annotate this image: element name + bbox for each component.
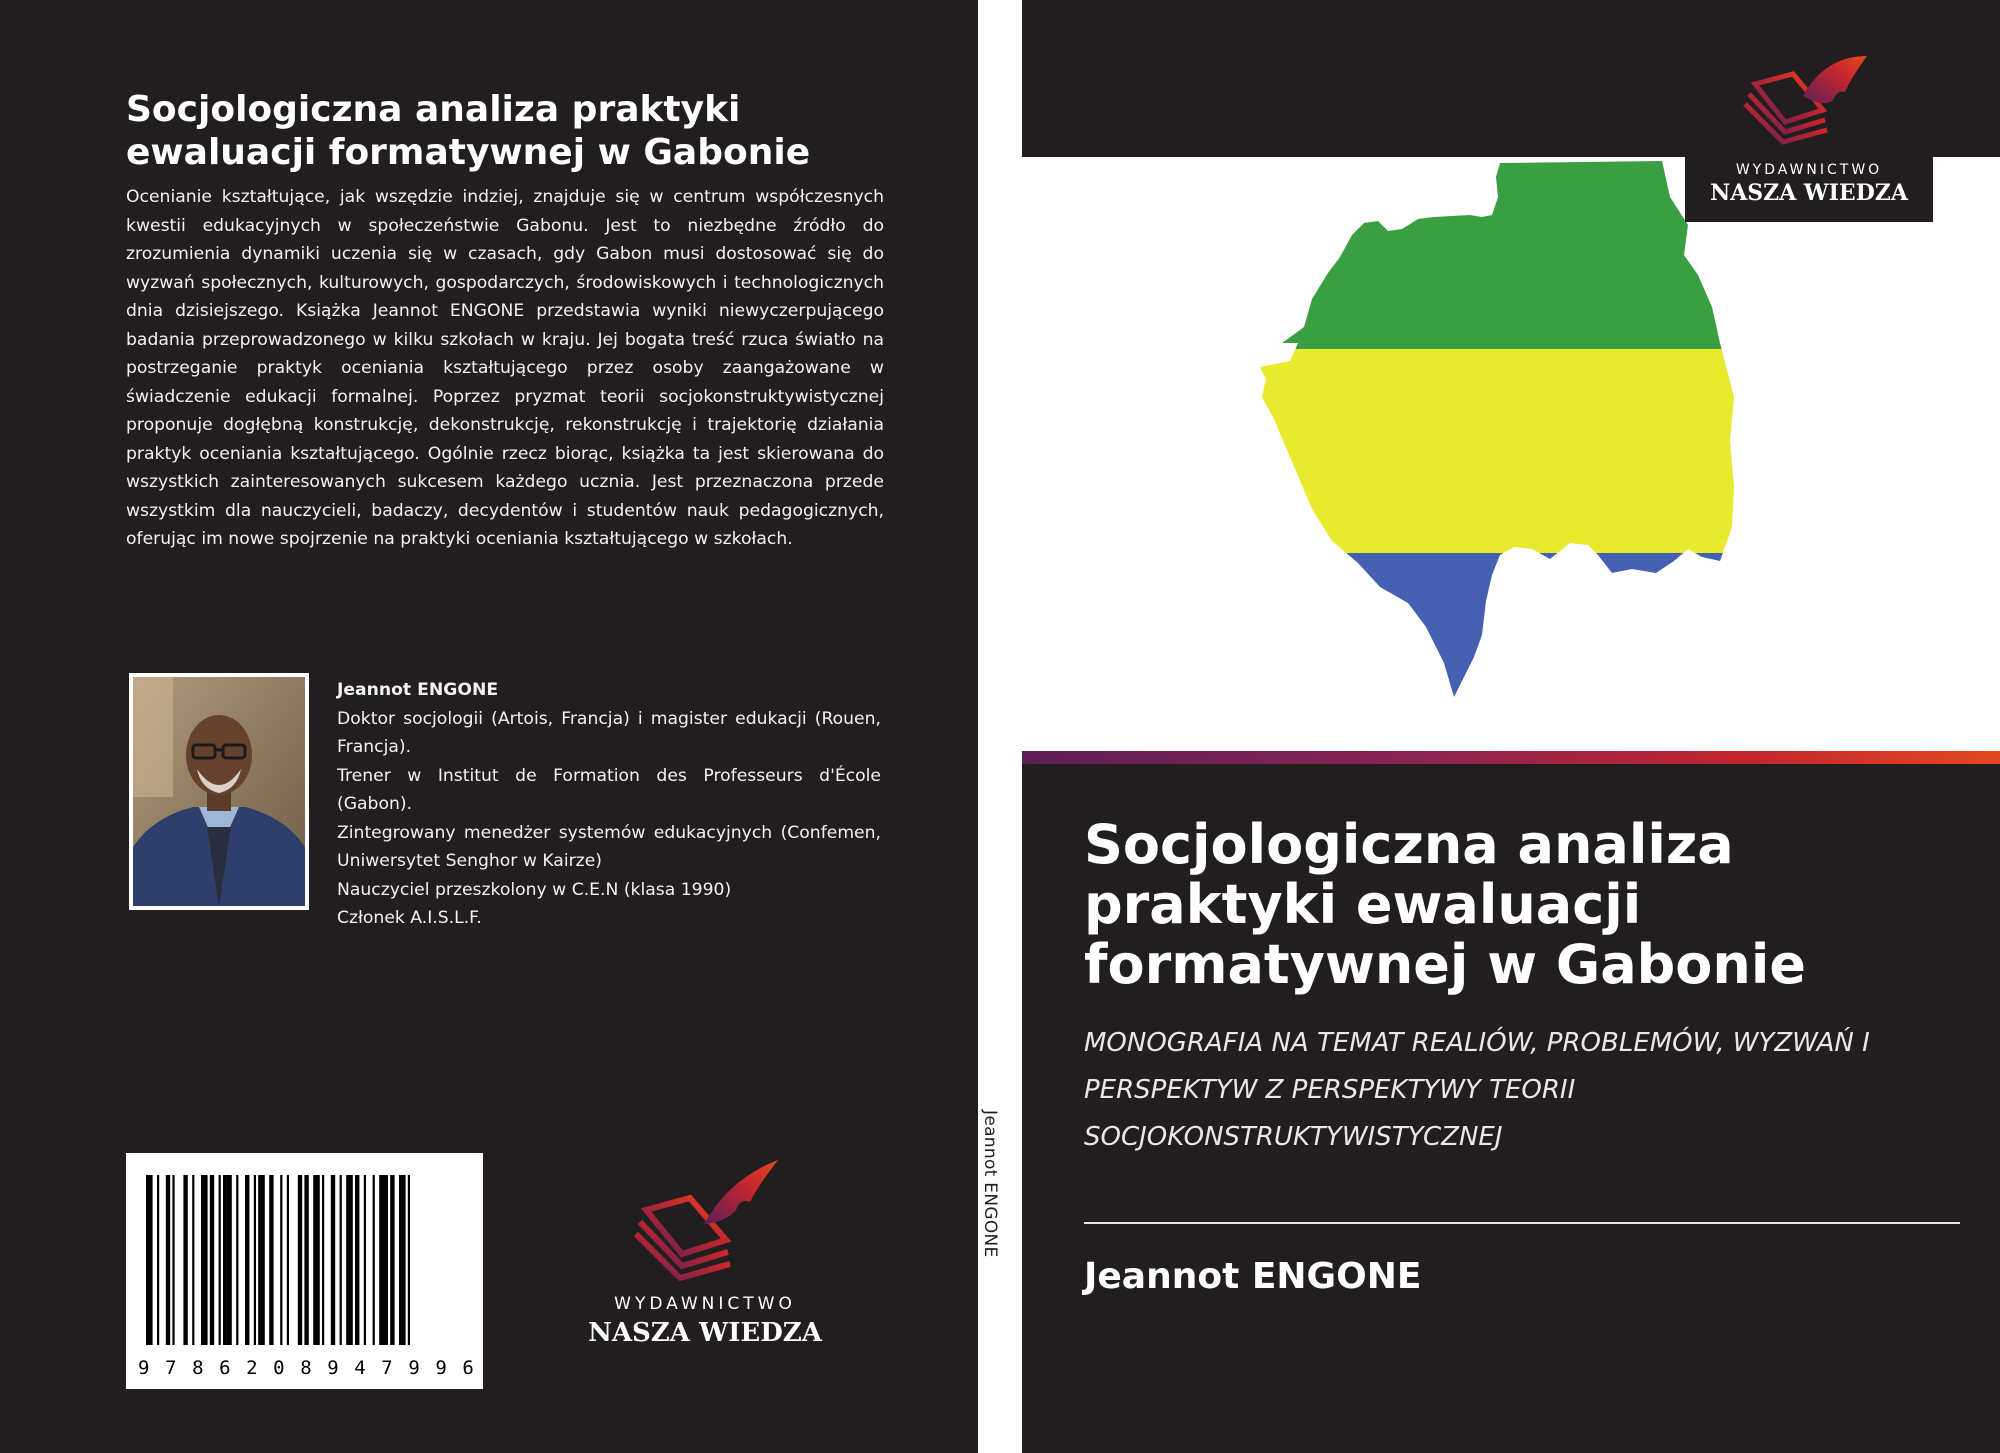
book-quill-icon xyxy=(1685,0,1933,150)
barcode-digit: 9 xyxy=(138,1357,150,1379)
barcode-bar xyxy=(166,1175,170,1345)
barcode-bar xyxy=(287,1175,289,1345)
publisher-logo-front xyxy=(1685,0,1933,222)
barcode-bar xyxy=(280,1175,282,1345)
barcode-bar xyxy=(269,1175,273,1345)
accent-gradient-bar xyxy=(1022,751,2000,764)
barcode-bar xyxy=(172,1175,174,1345)
barcode-digit: 8 xyxy=(300,1357,312,1379)
divider-rule xyxy=(1084,1222,1960,1224)
barcode-bar xyxy=(245,1175,249,1345)
barcode-digit: 6 xyxy=(462,1357,474,1379)
barcode-bar xyxy=(340,1175,342,1345)
front-cover-subtitle: MONOGRAFIA NA TEMAT REALIÓW, PROBLEMÓW, WYZWAŃ I PERSPEKTYW Z PERSPEKTYWY TEORII SOCJOKONSTRUKTYWISTYCZNEJ xyxy=(1084,1028,1870,1152)
barcode-bars xyxy=(126,1153,483,1353)
author-bio-line: Trener w Institut de Formation des Professeurs d'École (Gabon). xyxy=(337,765,881,814)
barcode-bar xyxy=(210,1175,214,1345)
barcode-bar xyxy=(146,1175,153,1345)
author-bio-line: Członek A.I.S.L.F. xyxy=(337,908,482,928)
barcode-bar xyxy=(258,1175,265,1345)
barcode-bar xyxy=(254,1175,256,1345)
gabon-flag-map xyxy=(1022,157,2000,750)
front-cover-author: Jeannot ENGONE xyxy=(1084,1256,1422,1297)
front-cover-title: Socjologiczna analiza praktyki ewaluacji formatywnej w Gabonie xyxy=(1084,813,1806,996)
barcode-digit: 9 xyxy=(327,1357,339,1379)
barcode-bar xyxy=(346,1175,353,1345)
back-cover-title: Socjologiczna analiza praktyki ewaluacji formatywnej w Gabonie xyxy=(126,89,811,173)
barcode-bar xyxy=(390,1175,394,1345)
barcode-digit: 9 xyxy=(435,1357,447,1379)
barcode-bar xyxy=(399,1175,406,1345)
barcode-bar xyxy=(201,1175,208,1345)
barcode-bar xyxy=(408,1175,410,1345)
author-bio xyxy=(337,676,881,933)
barcode-bar xyxy=(364,1175,366,1345)
barcode-digit: 6 xyxy=(219,1357,231,1379)
barcode-bar xyxy=(322,1175,324,1345)
map-area xyxy=(1022,157,2000,750)
barcode-digit: 8 xyxy=(192,1357,204,1379)
back-cover-description: Ocenianie kształtujące, jak wszędzie indziej, znajduje się w centrum współczesnych kwestii edukacyjnych w społeczeństwie Gabonu. Jest to niezbędne źródło do zrozumienia dynamiki uczenia się w czasach, gdy Gabon musi dostosować się do wyzwań społecznych, kulturowych, gospodarczych, środowiskowych i technologicznych dnia dzisiejszego. Książka Jeannot ENGONE przedstawia wyniki niewyczerpującego badania przeprowadzonego w kilku szkołach w kraju. Jej bogata treść rzuca światło na postrzeganie praktyk oceniania kształtującego przez osoby zaangażowane w świadczenie edukacji formalnej. Poprzez pryzmat teorii socjokonstruktywistycznej proponuje dogłębną konstrukcję, dekonstrukcję, rekonstrukcję i trajektorię działania praktyk oceniania kształtującego. Ogólnie rzecz biorąc, książka ta jest skierowana do wszystkich zainteresowanych sukcesem każdego ucznia. Jest przeznaczona przede wszystkim dla nauczycieli, badaczy, decydentów i studentów nauk pedagogicznych, oferując im nowe spojrzenie na praktyki oceniania kształtującego w szkołach. xyxy=(126,187,884,549)
publisher-logo-line1: WYDAWNICTWO xyxy=(614,1294,796,1314)
publisher-logo-line2: NASZA WIEDZA xyxy=(1710,180,1908,206)
barcode-bar xyxy=(298,1175,302,1345)
publisher-logo-back xyxy=(580,1158,830,1358)
publisher-logo-line1: WYDAWNICTWO xyxy=(1735,162,1883,178)
barcode-bar xyxy=(157,1175,159,1345)
barcode-bar xyxy=(373,1175,375,1345)
spine-author: Jeannot ENGONE xyxy=(980,1110,1000,1258)
back-cover xyxy=(0,0,978,1453)
author-portrait-image xyxy=(133,677,305,906)
barcode-bar xyxy=(355,1175,359,1345)
front-cover xyxy=(1022,0,2000,1453)
barcode-digit: 7 xyxy=(381,1357,393,1379)
barcode-bar xyxy=(236,1175,238,1345)
author-bio-line: Nauczyciel przeszkolony w C.E.N (klasa 1990) xyxy=(337,879,732,900)
author-bio-name: Jeannot ENGONE xyxy=(337,680,499,700)
barcode-bar xyxy=(379,1175,388,1345)
barcode-bar xyxy=(304,1175,308,1345)
barcode-digit: 9 xyxy=(408,1357,420,1379)
barcode-bar xyxy=(183,1175,187,1345)
author-bio-line: Doktor socjologii (Artois, Francja) i magister edukacji (Rouen, Francja). xyxy=(337,708,881,757)
barcode-digit: 0 xyxy=(273,1357,285,1379)
barcode-bar xyxy=(192,1175,194,1345)
publisher-logo-line2: NASZA WIEDZA xyxy=(588,1318,822,1348)
book-quill-icon xyxy=(580,1158,830,1288)
barcode-bar xyxy=(223,1175,232,1345)
barcode-digits xyxy=(138,1357,474,1379)
barcode-bar xyxy=(313,1175,320,1345)
isbn-barcode xyxy=(126,1153,483,1389)
barcode-digit: 2 xyxy=(246,1357,258,1379)
barcode-bar xyxy=(331,1175,335,1345)
barcode-digit: 7 xyxy=(165,1357,177,1379)
barcode-bar xyxy=(219,1175,221,1345)
author-photo xyxy=(129,673,309,910)
barcode-digit: 4 xyxy=(354,1357,366,1379)
author-bio-line: Zintegrowany menedżer systemów edukacyjnych (Confemen, Uniwersytet Senghor w Kairze) xyxy=(337,822,881,871)
